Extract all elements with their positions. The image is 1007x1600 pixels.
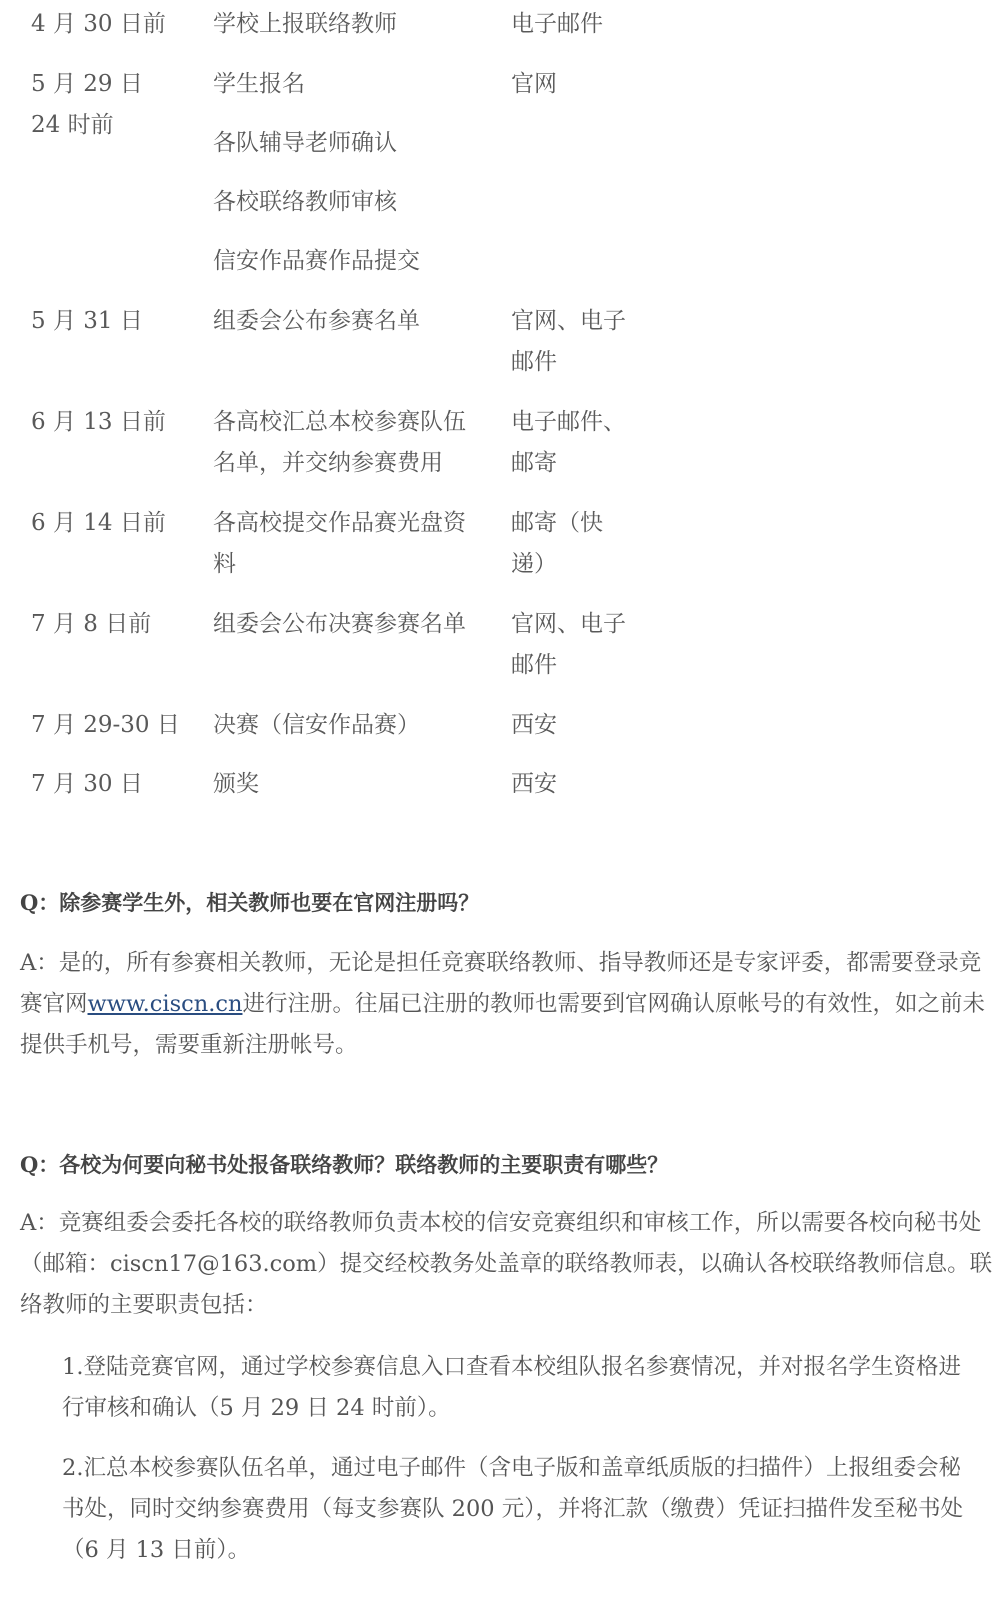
schedule-date: 6 月 13 日前	[31, 409, 166, 435]
task-item: 各队辅导老师确认	[213, 130, 397, 156]
schedule-task	[213, 705, 488, 746]
schedule-date: 7 月 29-30 日	[31, 712, 180, 738]
schedule-task	[213, 4, 488, 45]
schedule-method: 西安	[511, 712, 557, 738]
task-item: 组委会公布决赛参赛名单	[213, 611, 466, 637]
schedule-task	[213, 402, 488, 484]
task-item: 各校联络教师审核	[213, 189, 397, 215]
task-item: 决赛（信安作品赛）	[213, 712, 420, 738]
schedule-method: 电子邮件	[511, 11, 603, 37]
faq-question: Q：除参赛学生外，相关教师也要在官网注册吗？	[20, 890, 480, 915]
task-item: 颁奖	[213, 771, 259, 797]
schedule-method: 官网、电子邮件	[511, 611, 626, 678]
task-item: 学生报名	[213, 71, 305, 97]
faq-answer: A：竞赛组委会委托各校的联络教师负责本校的信安竞赛组织和审核工作，所以需要各校向秘书处（邮箱：ciscn17@163.com）提交经校教务处盖章的联络教师表，以确认各校联络教师信息。联络教师的主要职责包括：	[20, 1210, 993, 1318]
schedule-date: 6 月 14 日前	[31, 510, 166, 536]
schedule-date: 5 月 31 日	[31, 308, 143, 334]
task-item: 信安作品赛作品提交	[213, 248, 420, 274]
task-item: 各高校提交作品赛光盘资料	[213, 510, 466, 577]
schedule-method: 官网、电子邮件	[511, 308, 626, 375]
schedule-date: 4 月 30 日前	[31, 11, 166, 37]
schedule-date: 5 月 29 日 24 时前	[31, 71, 143, 138]
faq-answer	[20, 943, 995, 1066]
schedule-task	[213, 604, 488, 645]
schedule-task	[213, 764, 488, 805]
schedule-task	[213, 64, 488, 282]
schedule-method: 电子邮件、邮寄	[511, 409, 626, 476]
faq-question: Q：各校为何要向秘书处报备联络教师？联络教师的主要职责有哪些？	[20, 1152, 669, 1177]
schedule-date: 7 月 30 日	[31, 771, 143, 797]
schedule-method: 邮寄（快递）	[511, 510, 603, 577]
schedule-task	[213, 301, 488, 342]
task-item: 各高校汇总本校参赛队伍名单，并交纳参赛费用	[213, 409, 466, 476]
official-site-link[interactable]: www.ciscn.cn	[87, 991, 243, 1017]
task-item: 学校上报联络教师	[213, 11, 397, 37]
task-item: 组委会公布参赛名单	[213, 308, 420, 334]
duty-list-item: 1.登陆竞赛官网，通过学校参赛信息入口查看本校组队报名参赛情况，并对报名学生资格进行审核和确认（5 月 29 日 24 时前）。	[62, 1354, 961, 1421]
duty-list-item: 2.汇总本校参赛队伍名单，通过电子邮件（含电子版和盖章纸质版的扫描件）上报组委会秘书处，同时交纳参赛费用（每支参赛队 200 元），并将汇款（缴费）凭证扫描件发至秘书处（6 月 13 日前）。	[62, 1455, 964, 1563]
schedule-method: 西安	[511, 771, 557, 797]
schedule-method: 官网	[511, 71, 557, 97]
answer-text: 进行注册。往届已注册的教师也需要到官网确认原帐号的有效性，如之前未提供手机号，需要重新注册帐号。	[20, 991, 985, 1058]
schedule-date: 7 月 8 日前	[31, 611, 152, 637]
schedule-task	[213, 503, 488, 585]
answer-text: A：是的，所有参赛相关教师，无论是担任竞赛联络教师、指导教师还是专家评委，都需要登录竞赛官网	[20, 950, 982, 1017]
